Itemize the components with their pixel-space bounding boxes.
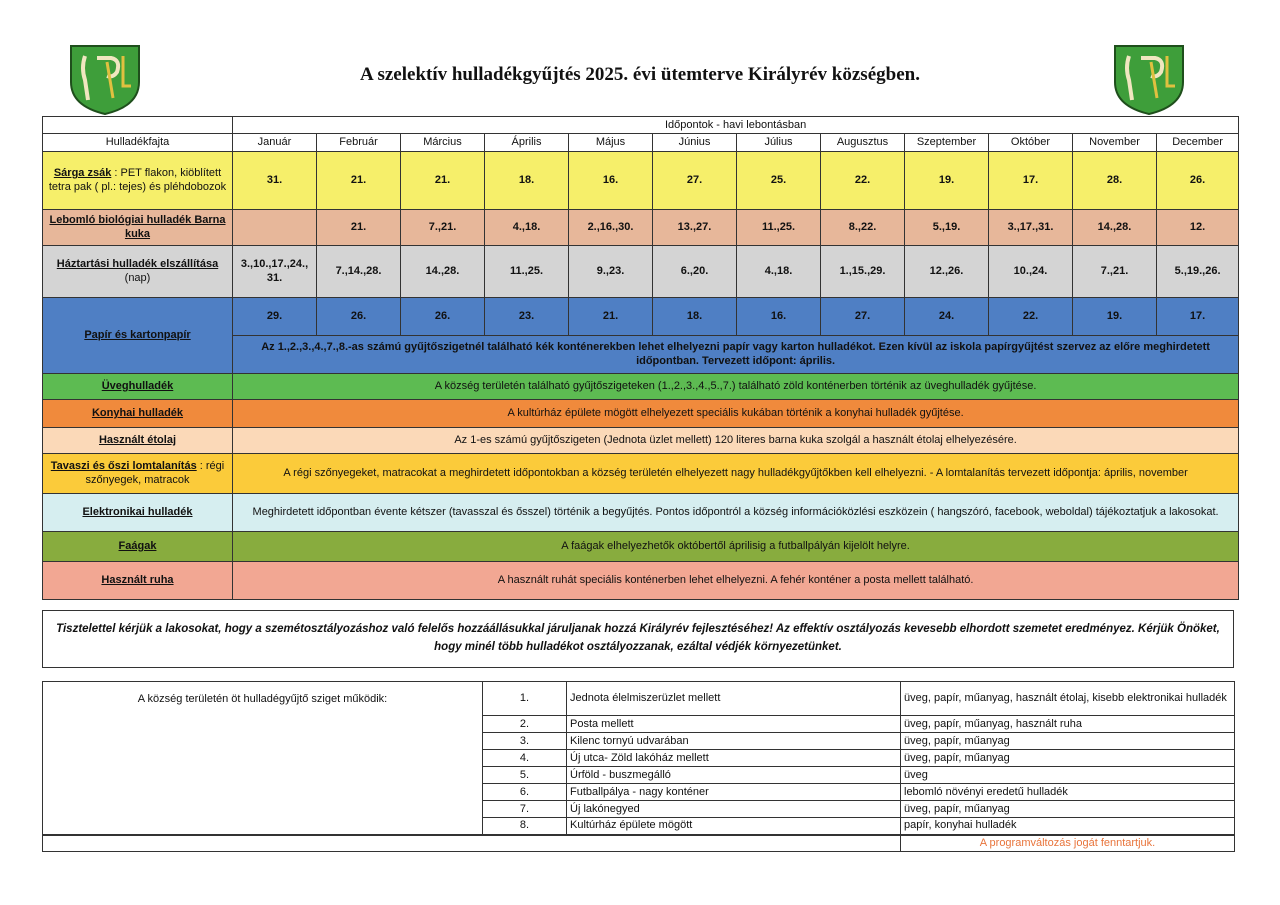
site-types: üveg, papír, műanyag bbox=[901, 801, 1235, 818]
date-cell: 17. bbox=[989, 151, 1073, 209]
row-electronic bbox=[43, 493, 1239, 531]
date-cell: 2.,16.,30. bbox=[569, 209, 653, 245]
date-cell bbox=[233, 209, 317, 245]
site-types: üveg, papír, műanyag, használt étolaj, kisebb elektronikai hulladék bbox=[901, 682, 1235, 716]
category-household bbox=[43, 245, 233, 297]
date-cell: 5.,19. bbox=[905, 209, 989, 245]
site-place: Futballpálya - nagy konténer bbox=[567, 784, 901, 801]
date-cell: 18. bbox=[485, 151, 569, 209]
row-household bbox=[43, 245, 1239, 297]
type-column-header: Hulladékfajta bbox=[43, 134, 233, 151]
row-yellow-bag bbox=[43, 151, 1239, 209]
site-place: Új lakónegyed bbox=[567, 801, 901, 818]
month-header: December bbox=[1157, 134, 1239, 151]
month-header: Június bbox=[653, 134, 737, 151]
glass-note: A község területén található gyűjtőszigeteken (1.,2.,3.,4.,5.,7.) található zöld konténerben történik az üveghulladék gyűjtése. bbox=[233, 373, 1239, 399]
electronic-note: Meghirdetett időpontban évente kétszer (tavasszal és ősszel) történik a begyűjtés. Pontos időpontról a község információközlési eszközein ( hangszóró, facebook, weboldal) tájékoztatjuk a lakosokat. bbox=[233, 493, 1239, 531]
date-cell: 1.,15.,29. bbox=[821, 245, 905, 297]
date-cell: 4.,18. bbox=[737, 245, 821, 297]
date-cell: 31. bbox=[233, 151, 317, 209]
month-header: Augusztus bbox=[821, 134, 905, 151]
date-cell: 24. bbox=[905, 297, 989, 335]
month-header: November bbox=[1073, 134, 1157, 151]
date-cell: 26. bbox=[1157, 151, 1239, 209]
site-number: 8. bbox=[483, 818, 567, 835]
branches-note: A faágak elhelyezhetők októbertől áprilisig a futballpályán kijelölt helyre. bbox=[233, 531, 1239, 561]
month-header: Szeptember bbox=[905, 134, 989, 151]
date-cell: 29. bbox=[233, 297, 317, 335]
category-glass bbox=[43, 373, 233, 399]
period-label: Időpontok - havi lebontásban bbox=[233, 117, 1239, 134]
period-header-row bbox=[43, 117, 1239, 134]
date-cell: 12. bbox=[1157, 209, 1239, 245]
date-cell: 7.,14.,28. bbox=[317, 245, 401, 297]
month-header: Március bbox=[401, 134, 485, 151]
category-name: Lebomló biológiai hulladék Barna kuka bbox=[49, 213, 226, 241]
site-row bbox=[43, 682, 1235, 716]
month-header: Április bbox=[485, 134, 569, 151]
month-header: Október bbox=[989, 134, 1073, 151]
program-change-note: A programváltozás jogát fenntartjuk. bbox=[901, 835, 1235, 852]
schedule-table bbox=[42, 116, 1239, 600]
site-number: 3. bbox=[483, 733, 567, 750]
resident-notice: Tisztelettel kérjük a lakosokat, hogy a szemétosztályozáshoz való felelős hozzáállásukkal járuljanak hozzá Királyrév fejlesztéséhez! Az effektív osztályozás kevesebb elhordott szemetet eredményez. Kérjük Önöket, hogy minél több hulladékot osztályozzanak, ezáltal védjék környezetünket. bbox=[42, 610, 1234, 668]
collection-sites-table bbox=[42, 681, 1235, 852]
date-cell: 16. bbox=[737, 297, 821, 335]
kitchen-note: A kultúrház épülete mögött elhelyezett speciális kukában történik a konyhai hulladék gyűjtése. bbox=[233, 399, 1239, 427]
date-cell: 21. bbox=[401, 151, 485, 209]
month-header: Február bbox=[317, 134, 401, 151]
row-bulky bbox=[43, 453, 1239, 493]
sites-footer-row bbox=[43, 835, 1235, 852]
site-place: Kultúrház épülete mögött bbox=[567, 818, 901, 835]
date-cell: 4.,18. bbox=[485, 209, 569, 245]
category-clothes bbox=[43, 561, 233, 599]
bulky-note: A régi szőnyegeket, matracokat a meghirdetett időpontokban a község területén elhelyezett nagy hulladékgyűjtőkben kell elhelyezni. - A lomtalanítás tervezett időpontja: április, november bbox=[233, 453, 1239, 493]
site-number: 7. bbox=[483, 801, 567, 818]
date-cell: 18. bbox=[653, 297, 737, 335]
date-cell: 23. bbox=[485, 297, 569, 335]
date-cell: 22. bbox=[821, 151, 905, 209]
date-cell: 9.,23. bbox=[569, 245, 653, 297]
date-cell: 13.,27. bbox=[653, 209, 737, 245]
village-crest-right bbox=[1111, 42, 1187, 116]
page-title: A szelektív hulladékgyűjtés 2025. évi ütemterve Királyrév községben. bbox=[360, 64, 920, 85]
category-desc: : régi szőnyegek, matracok bbox=[85, 459, 225, 487]
category-electronic bbox=[43, 493, 233, 531]
oil-note: Az 1-es számú gyűjtőszigeten (Jednota üzlet mellett) 120 literes barna kuka szolgál a használt étolaj elhelyezésére. bbox=[233, 427, 1239, 453]
category-name: Faágak bbox=[118, 539, 157, 552]
category-name: Üveghulladék bbox=[101, 379, 174, 392]
category-name: Használt étolaj bbox=[98, 433, 177, 446]
site-number: 1. bbox=[483, 682, 567, 716]
date-cell: 6.,20. bbox=[653, 245, 737, 297]
row-oil bbox=[43, 427, 1239, 453]
date-cell: 12.,26. bbox=[905, 245, 989, 297]
village-crest-left bbox=[67, 42, 143, 116]
date-cell: 26. bbox=[317, 297, 401, 335]
site-types: papír, konyhai hulladék bbox=[901, 818, 1235, 835]
month-header: Július bbox=[737, 134, 821, 151]
site-number: 4. bbox=[483, 750, 567, 767]
row-clothes bbox=[43, 561, 1239, 599]
category-oil bbox=[43, 427, 233, 453]
sites-footer-empty bbox=[43, 835, 901, 852]
row-paper bbox=[43, 297, 1239, 335]
month-header: Január bbox=[233, 134, 317, 151]
date-cell: 21. bbox=[317, 209, 401, 245]
site-number: 2. bbox=[483, 716, 567, 733]
category-biowaste bbox=[43, 209, 233, 245]
date-cell: 27. bbox=[821, 297, 905, 335]
date-cell: 7.,21. bbox=[401, 209, 485, 245]
date-cell: 11.,25. bbox=[737, 209, 821, 245]
category-desc: : PET flakon, kiöblített tetra pak ( pl.: tejes) és pléhdobozok bbox=[48, 166, 227, 194]
category-desc: (nap) bbox=[124, 272, 151, 285]
category-bulky bbox=[43, 453, 233, 493]
sites-intro: A község területén öt hulladégyűjtő sziget működik: bbox=[43, 682, 483, 835]
category-paper bbox=[43, 297, 233, 373]
date-cell: 14.,28. bbox=[1073, 209, 1157, 245]
date-cell: 22. bbox=[989, 297, 1073, 335]
site-types: üveg bbox=[901, 767, 1235, 784]
period-header-empty bbox=[43, 117, 233, 134]
date-cell: 3.,17.,31. bbox=[989, 209, 1073, 245]
row-branches bbox=[43, 531, 1239, 561]
site-place: Úrföld - buszmegálló bbox=[567, 767, 901, 784]
date-cell: 17. bbox=[1157, 297, 1239, 335]
date-cell: 21. bbox=[317, 151, 401, 209]
date-cell: 5.,19.,26. bbox=[1157, 245, 1239, 297]
category-name: Konyhai hulladék bbox=[91, 406, 184, 419]
date-cell: 27. bbox=[653, 151, 737, 209]
row-kitchen bbox=[43, 399, 1239, 427]
site-place: Kilenc tornyú udvarában bbox=[567, 733, 901, 750]
category-name: Háztartási hulladék elszállítása bbox=[56, 257, 219, 270]
date-cell: 28. bbox=[1073, 151, 1157, 209]
date-cell: 26. bbox=[401, 297, 485, 335]
category-name: Használt ruha bbox=[101, 573, 174, 586]
date-cell: 7.,21. bbox=[1073, 245, 1157, 297]
category-name: Tavaszi és őszi lomtalanítás bbox=[50, 459, 197, 472]
site-place: Új utca- Zöld lakóház mellett bbox=[567, 750, 901, 767]
date-cell: 3.,10.,17.,24., 31. bbox=[233, 245, 317, 297]
site-types: lebomló növényi eredetű hulladék bbox=[901, 784, 1235, 801]
site-place: Jednota élelmiszerüzlet mellett bbox=[567, 682, 901, 716]
site-number: 5. bbox=[483, 767, 567, 784]
month-header-row bbox=[43, 134, 1239, 151]
date-cell: 8.,22. bbox=[821, 209, 905, 245]
date-cell: 16. bbox=[569, 151, 653, 209]
row-biowaste bbox=[43, 209, 1239, 245]
row-glass bbox=[43, 373, 1239, 399]
clothes-note: A használt ruhát speciális konténerben lehet elhelyezni. A fehér konténer a posta mellett található. bbox=[233, 561, 1239, 599]
date-cell: 19. bbox=[1073, 297, 1157, 335]
paper-note: Az 1.,2.,3.,4.,7.,8.-as számú gyűjtőszigetnél található kék konténerekben lehet elhelyezni papír vagy karton hulladékot. Ezen kívül az iskola papírgyűjtést szervez az előre meghirdetett időpontban. Tervezett időpont: április. bbox=[233, 335, 1239, 373]
month-header: Május bbox=[569, 134, 653, 151]
category-name: Elektronikai hulladék bbox=[82, 505, 193, 518]
site-number: 6. bbox=[483, 784, 567, 801]
date-cell: 25. bbox=[737, 151, 821, 209]
date-cell: 10.,24. bbox=[989, 245, 1073, 297]
category-name: Sárga zsák bbox=[53, 166, 112, 179]
site-types: üveg, papír, műanyag, használt ruha bbox=[901, 716, 1235, 733]
date-cell: 14.,28. bbox=[401, 245, 485, 297]
category-name: Papír és kartonpapír bbox=[84, 328, 191, 341]
site-place: Posta mellett bbox=[567, 716, 901, 733]
date-cell: 21. bbox=[569, 297, 653, 335]
category-yellow-bag bbox=[43, 151, 233, 209]
category-branches bbox=[43, 531, 233, 561]
date-cell: 11.,25. bbox=[485, 245, 569, 297]
site-types: üveg, papír, műanyag bbox=[901, 733, 1235, 750]
date-cell: 19. bbox=[905, 151, 989, 209]
category-kitchen bbox=[43, 399, 233, 427]
site-types: üveg, papír, műanyag bbox=[901, 750, 1235, 767]
